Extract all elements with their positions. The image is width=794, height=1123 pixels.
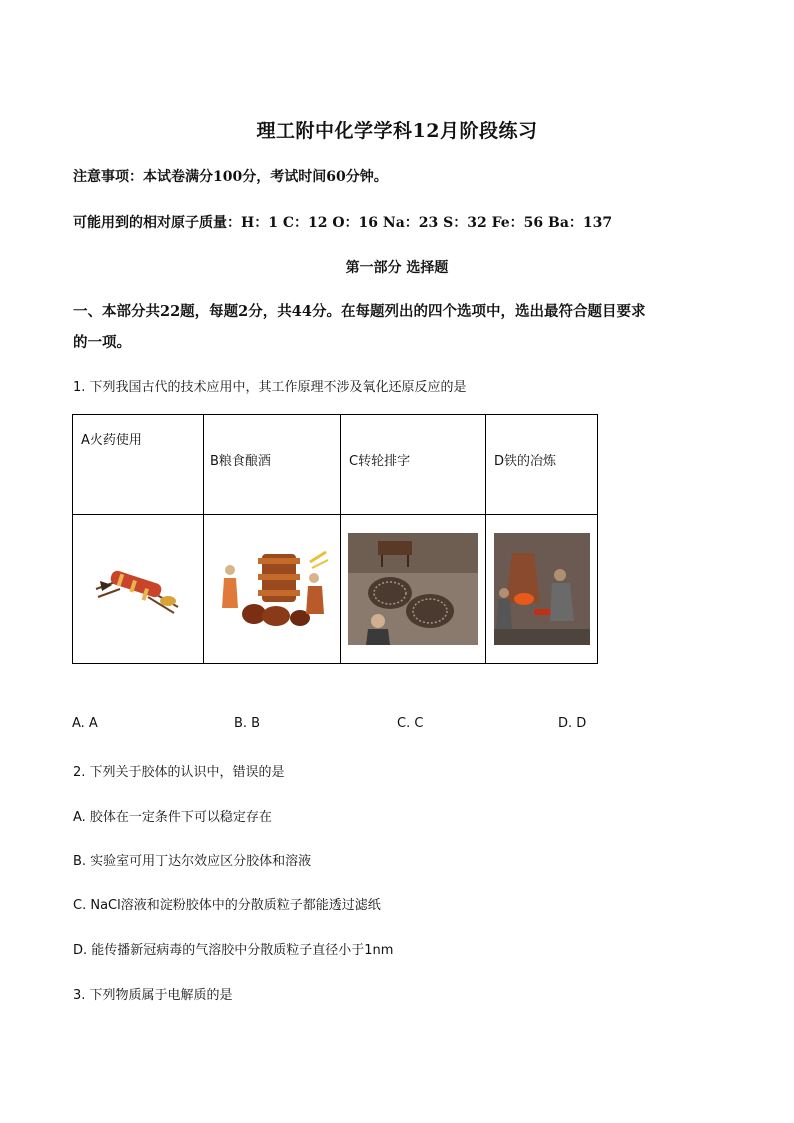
question-2-option-c[interactable]: C. NaCl溶液和淀粉胶体中的分散质粒子都能透过滤纸 — [73, 898, 381, 913]
part-instructions-line1: 一、本部分共22题，每题2分，共44分。在每题列出的四个选项中，选出最符合题目要求 — [73, 303, 646, 320]
atomic-masses-text: 可能用到的相对原子质量：H：1 C：12 O：16 Na：23 S：32 Fe：56 Ba：137 — [73, 215, 613, 231]
option-b-image-cell — [204, 515, 341, 664]
question-2-stem: 2. 下列关于胶体的认识中，错误的是 — [73, 765, 285, 780]
option-a-label: A火药使用 — [81, 433, 142, 448]
option-c-cell — [341, 415, 486, 515]
section-title: 第一部分 选择题 — [345, 260, 449, 276]
answer-choice-d[interactable]: D. D — [558, 716, 587, 731]
wine-brewing-image — [214, 548, 330, 630]
page-title: 理工附中化学学科12月阶段练习 — [256, 120, 538, 142]
question-1-stem: 1. 下列我国古代的技术应用中，其工作原理不涉及氧化还原反应的是 — [73, 380, 467, 395]
question-2-option-b[interactable]: B. 实验室可用丁达尔效应区分胶体和溶液 — [73, 854, 312, 869]
option-d-cell — [486, 415, 598, 515]
movable-type-image — [348, 533, 478, 645]
option-d-image-cell — [486, 515, 598, 664]
option-a-cell — [73, 415, 204, 515]
part-instructions-line2: 的一项。 — [73, 334, 131, 351]
option-a-image-cell — [73, 515, 204, 664]
question-2-option-d[interactable]: D. 能传播新冠病毒的气溶胶中分散质粒子直径小于1nm — [73, 943, 394, 958]
option-b-cell — [204, 415, 341, 515]
option-d-label: D铁的冶炼 — [494, 454, 557, 469]
option-b-label: B粮食酿酒 — [210, 454, 271, 469]
notice-text: 注意事项：本试卷满分100分，考试时间60分钟。 — [73, 169, 388, 185]
question-1-table — [72, 414, 598, 664]
question-2-option-a[interactable]: A. 胶体在一定条件下可以稳定存在 — [73, 810, 272, 825]
gunpowder-rocket-image — [88, 559, 188, 619]
option-c-label: C转轮排字 — [349, 454, 411, 469]
option-c-image-cell — [341, 515, 486, 664]
iron-smelting-image — [494, 533, 590, 645]
answer-choice-a[interactable]: A. A — [72, 716, 98, 731]
question-3-stem: 3. 下列物质属于电解质的是 — [73, 988, 233, 1003]
answer-choice-c[interactable]: C. C — [397, 716, 424, 731]
answer-choice-b[interactable]: B. B — [234, 716, 261, 731]
